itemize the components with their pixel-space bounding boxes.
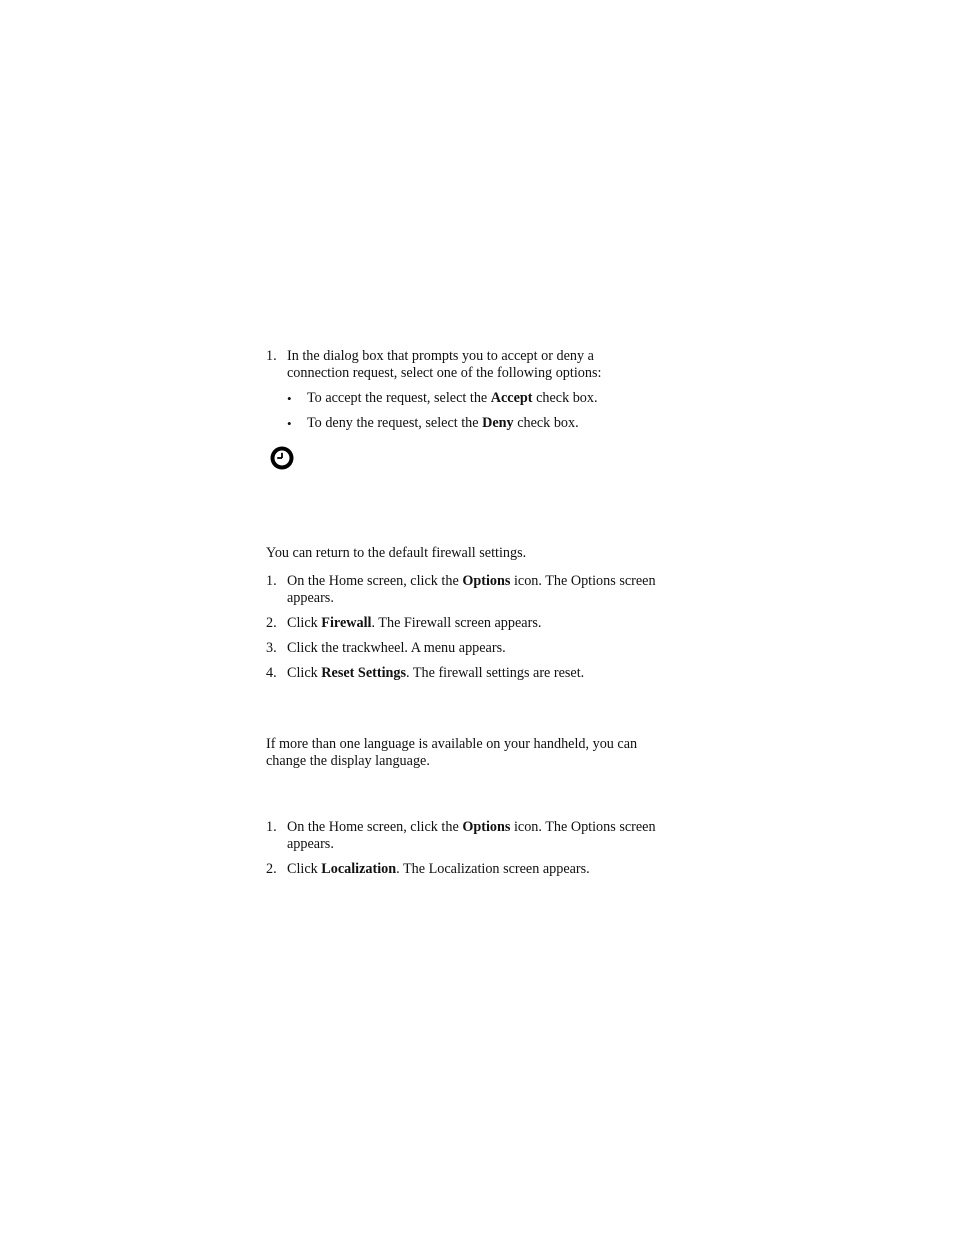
step-text-line: connection request, select one of the following options: — [287, 365, 602, 381]
clock-icon — [270, 446, 294, 470]
step-number: 1. — [266, 819, 277, 835]
step-text-line: Click Localization. The Localization screen appears. — [287, 861, 590, 877]
bullet-deny: To deny the request, select the Deny check box. — [307, 415, 579, 431]
intro-paragraph: You can return to the default firewall settings. — [266, 545, 527, 561]
step-number: 4. — [266, 665, 277, 681]
bullet-marker: • — [287, 416, 292, 431]
step-text-line: Click Reset Settings. The firewall settings are reset. — [287, 665, 585, 681]
step-number: 3. — [266, 640, 277, 656]
step-text-line: Click the trackwheel. A menu appears. — [287, 640, 506, 656]
step-text-line: Click Firewall. The Firewall screen appears. — [287, 615, 542, 631]
step-number: 2. — [266, 615, 277, 631]
step-number: 1. — [266, 573, 277, 589]
intro-paragraph: change the display language. — [266, 753, 430, 769]
step-text-line: In the dialog box that prompts you to accept or deny a — [287, 348, 594, 364]
step-text-line: appears. — [287, 836, 334, 852]
step-number: 1. — [266, 348, 277, 364]
step-text-line: On the Home screen, click the Options icon. The Options screen — [287, 819, 656, 835]
step-text-line: appears. — [287, 590, 334, 606]
bullet-marker: • — [287, 391, 292, 406]
bullet-accept: To accept the request, select the Accept check box. — [307, 390, 598, 406]
step-number: 2. — [266, 861, 277, 877]
intro-paragraph: If more than one language is available on your handheld, you can — [266, 736, 638, 752]
step-text-line: On the Home screen, click the Options icon. The Options screen — [287, 573, 656, 589]
